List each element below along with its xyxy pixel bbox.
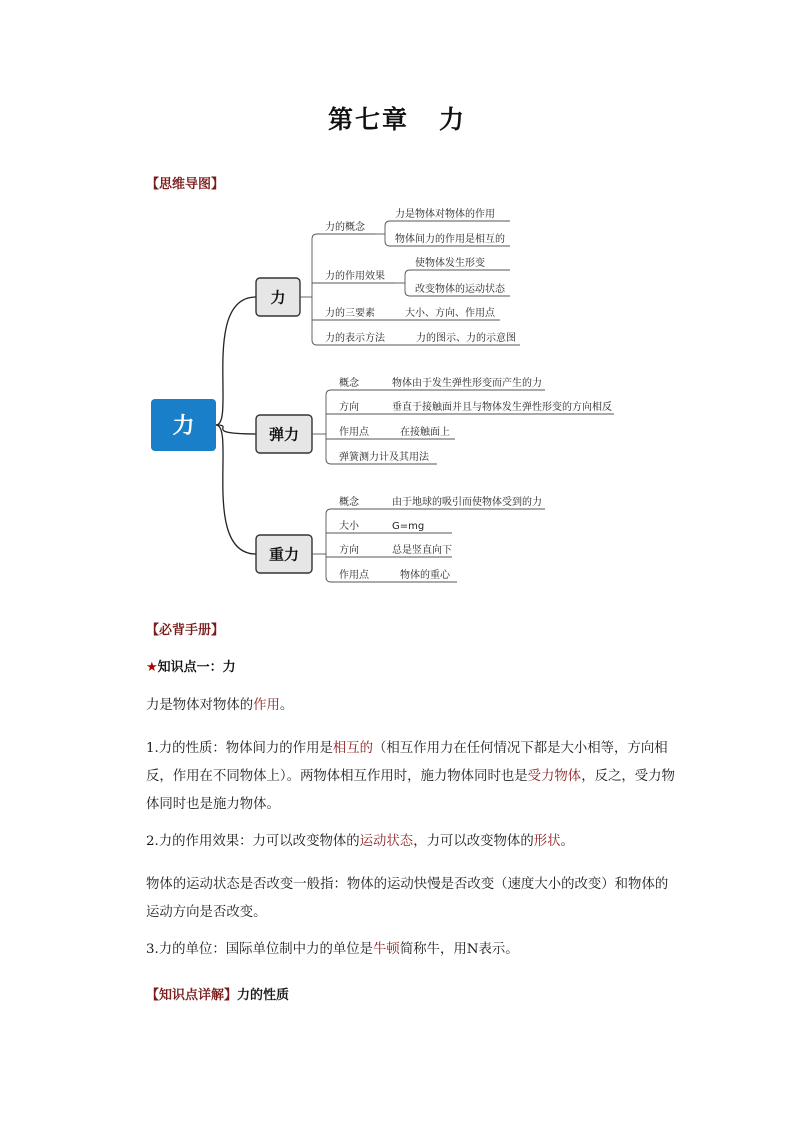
branch-node-label-2: 重力: [268, 545, 300, 564]
item-label-2-0: 概念: [339, 497, 359, 508]
item-value-2-2: 总是竖直向下: [392, 545, 452, 556]
item-label-0-2: 力的三要素: [325, 308, 375, 319]
item-label-0-3: 力的表示方法: [325, 333, 385, 344]
item-value-0-3: 力的图示、力的示意图: [416, 333, 516, 344]
item-value-1-2: 在接触面上: [400, 427, 450, 438]
page-title: [0, 100, 794, 136]
sub-item-0-1-1: 改变物体的运动状态: [415, 284, 505, 295]
item-label-1-0: 概念: [339, 378, 359, 389]
item-label-1-2: 作用点: [339, 427, 369, 438]
title-chapter: 第七章: [327, 105, 409, 134]
item-value-2-1: G=mg: [392, 521, 425, 532]
connector-root-branch-0: [216, 297, 256, 425]
connector-root-branch-2: [216, 425, 256, 554]
paragraph-definition: 力是物体对物体的作用。: [146, 698, 294, 713]
paragraph-force-unit: 3.力的单位：国际单位制中力的单位是牛顿简称牛，用N表示。: [146, 942, 519, 957]
branch-bracket-2: [326, 509, 331, 582]
root-node-label: 力: [172, 414, 195, 439]
paragraph-force-property: 1.力的性质：物体间力的作用是相互的（相互作用力在任何情况下都是大小相等，方向相反，作用在不同物体上）。两物体相互作用时，施力物体同时也是受力物体，反之，受力物体同时也是施力物体。: [146, 741, 675, 812]
title-subject: 力: [439, 105, 467, 134]
item-value-1-0: 物体由于发生弹性形变而产生的力: [392, 378, 542, 389]
manual-section-label: 【必背手册】: [146, 623, 225, 638]
item-label-1-3: 弹簧测力计及其用法: [339, 452, 429, 463]
item-label-1-1: 方向: [339, 402, 359, 413]
branch-bracket-0: [312, 234, 317, 345]
sub-item-0-0-1: 物体间力的作用是相互的: [395, 234, 505, 245]
branch-bracket-1: [326, 390, 331, 464]
item-value-2-3: 物体的重心: [400, 570, 450, 581]
item-value-2-0: 由于地球的吸引而使物体受到的力: [392, 497, 542, 508]
item-label-2-3: 作用点: [339, 570, 369, 581]
sub-item-0-0-0: 力是物体对物体的作用: [395, 209, 495, 220]
item-label-2-1: 大小: [339, 521, 359, 532]
knowledge-point-title: 知识点一：力: [157, 660, 236, 675]
star-icon: ★: [146, 660, 158, 675]
branch-node-label-0: 力: [270, 288, 286, 307]
paragraph-motion-state: 物体的运动状态是否改变一般指：物体的运动快慢是否改变（速度大小的改变）和物体的运动方向是否改变。: [146, 877, 669, 920]
sub-item-0-1-0: 使物体发生形变: [415, 258, 485, 269]
detail-section-label: 【知识点详解】力的性质: [146, 988, 290, 1003]
knowledge-point-heading: [146, 656, 236, 675]
item-value-0-2: 大小、方向、作用点: [405, 308, 495, 319]
sub-bracket-0-0: [385, 221, 390, 246]
sub-bracket-0-1: [405, 270, 410, 296]
paragraph-force-effect: 2.力的作用效果：力可以改变物体的运动状态，力可以改变物体的形状。: [146, 834, 574, 849]
item-label-2-2: 方向: [339, 545, 359, 556]
item-label-0-1: 力的作用效果: [325, 271, 385, 282]
mind-map: [0, 195, 794, 600]
item-label-0-0: 力的概念: [325, 222, 365, 233]
mindmap-section-label: 【思维导图】: [146, 177, 225, 192]
branch-node-label-1: 弹力: [268, 425, 300, 444]
item-value-1-1: 垂直于接触面并且与物体发生弹性形变的方向相反: [392, 402, 612, 413]
